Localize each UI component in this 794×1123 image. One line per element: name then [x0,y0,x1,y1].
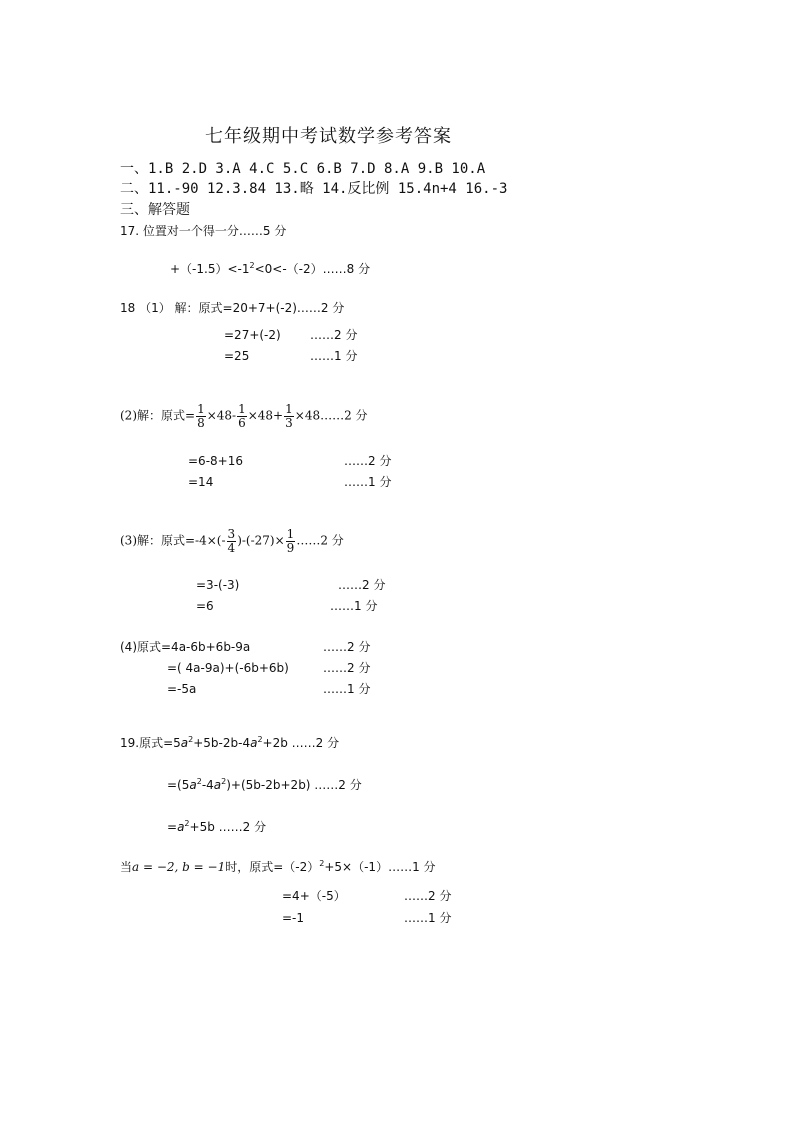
fill-in-answers: 二、11.-90 12.3.84 13.略 14.反比例 15.4n+4 16.-3 [120,181,508,197]
q18-1-score-2: ……2 分 [310,328,358,342]
fraction [227,528,237,554]
exponent: 2 [257,735,263,744]
exponent: 2 [221,777,227,786]
choice-answers: 一、1.B 2.D 3.A 4.C 5.C 6.B 7.D 8.A 9.B 10.A [120,161,486,177]
section-heading: 三、解答题 [120,202,190,218]
q18-1-score-3: ……1 分 [310,349,358,363]
denominator: 3 [285,415,293,430]
fraction [286,528,296,554]
q18-2-prefix: (2)解：原式= [120,408,196,423]
denominator: 4 [227,540,236,555]
q19-text: -4 [201,778,214,792]
q18-3-term: )-(-27)× [237,533,285,548]
q18-3-prefix: (3)解：原式=-4×(- [120,533,226,548]
q18-2-term: ×48- [206,408,237,423]
q17-text-end: <0<-（-2）……8 分 [254,262,371,276]
q18-2-line-1 [120,403,368,429]
q19-text: 当 [120,860,133,874]
q17-text: +（-1.5）<-1 [170,262,250,276]
numerator: 1 [285,402,293,416]
q18-2-score-2: ……2 分 [344,454,392,468]
q19-line-4 [120,860,436,873]
q19-line-5: =4+（-5） [282,889,346,903]
q18-3-line-2: =3-(-3) [196,578,240,592]
exponent: 2 [184,819,190,828]
q18-2-score-3: ……1 分 [344,475,392,489]
q19-text: +5b-2b-4 [193,736,251,750]
q18-4-line-3: =-5a [167,682,197,696]
q19-text: = [167,820,178,834]
q18-4-score-1: ……2 分 [323,640,371,654]
numerator: 1 [286,527,295,541]
page-title: 七年级期中考试数学参考答案 [205,126,452,147]
q18-4-line-2: =( 4a-9a)+(-6b+6b) [167,661,289,675]
q18-4-line-1: (4)原式=4a-6b+6b-9a [120,640,251,654]
q18-1-line-2: =27+(-2) [224,328,281,342]
q19-text: +5b ……2 分 [189,820,267,834]
fraction [196,403,206,429]
q19-text: 时，原式=（-2） [225,860,320,874]
numerator: 3 [227,527,236,541]
q18-2-line-2: =6-8+16 [188,454,243,468]
q18-1-line-3: =25 [224,349,250,363]
q19-score-5: ……2 分 [404,889,452,903]
q18-1-line-1: 18 （1） 解：原式=20+7+(-2)……2 分 [120,301,345,315]
q18-4-score-3: ……1 分 [323,682,371,696]
fraction [237,403,247,429]
variable-a: a [177,820,185,834]
exponent: 2 [319,859,325,868]
q18-3-line-1 [120,528,344,554]
fraction [284,403,294,429]
condition-expression: a = −2, b = −1 [132,860,226,874]
q19-text: =(5 [167,778,190,792]
q17-line-1: 17. 位置对一个得一分……5 分 [120,224,287,238]
variable-a: a [189,778,197,792]
q19-line-3 [167,820,266,833]
exponent: 2 [196,777,202,786]
q19-text: )+(5b-2b+2b) ……2 分 [226,778,362,792]
q18-3-suffix: ……2 分 [296,533,344,548]
variable-a: a [250,736,258,750]
q18-3-score-2: ……2 分 [338,578,386,592]
exponent: 2 [188,735,194,744]
denominator: 9 [286,540,295,555]
denominator: 8 [197,415,205,430]
q19-line-1 [120,736,339,749]
q19-text: 19.原式=5 [120,736,181,750]
q18-3-line-3: =6 [196,599,214,613]
variable-a: a [213,778,222,792]
q17-exponent: 2 [249,261,255,270]
q18-2-suffix: ×48……2 分 [294,408,368,423]
q17-line-2 [170,262,370,275]
variable-a: a [180,736,189,750]
numerator: 1 [197,402,205,416]
denominator: 6 [238,415,246,430]
q18-2-line-3: =14 [188,475,214,489]
numerator: 1 [238,402,246,416]
q18-2-term: ×48+ [247,408,284,423]
q18-4-score-2: ……2 分 [323,661,371,675]
q18-3-score-3: ……1 分 [330,599,378,613]
q19-line-6: =-1 [282,911,305,925]
q19-line-2 [167,778,362,791]
q19-text: +2b ……2 分 [262,736,340,750]
q19-score-6: ……1 分 [404,911,452,925]
q19-text: +5×（-1）……1 分 [324,860,436,874]
